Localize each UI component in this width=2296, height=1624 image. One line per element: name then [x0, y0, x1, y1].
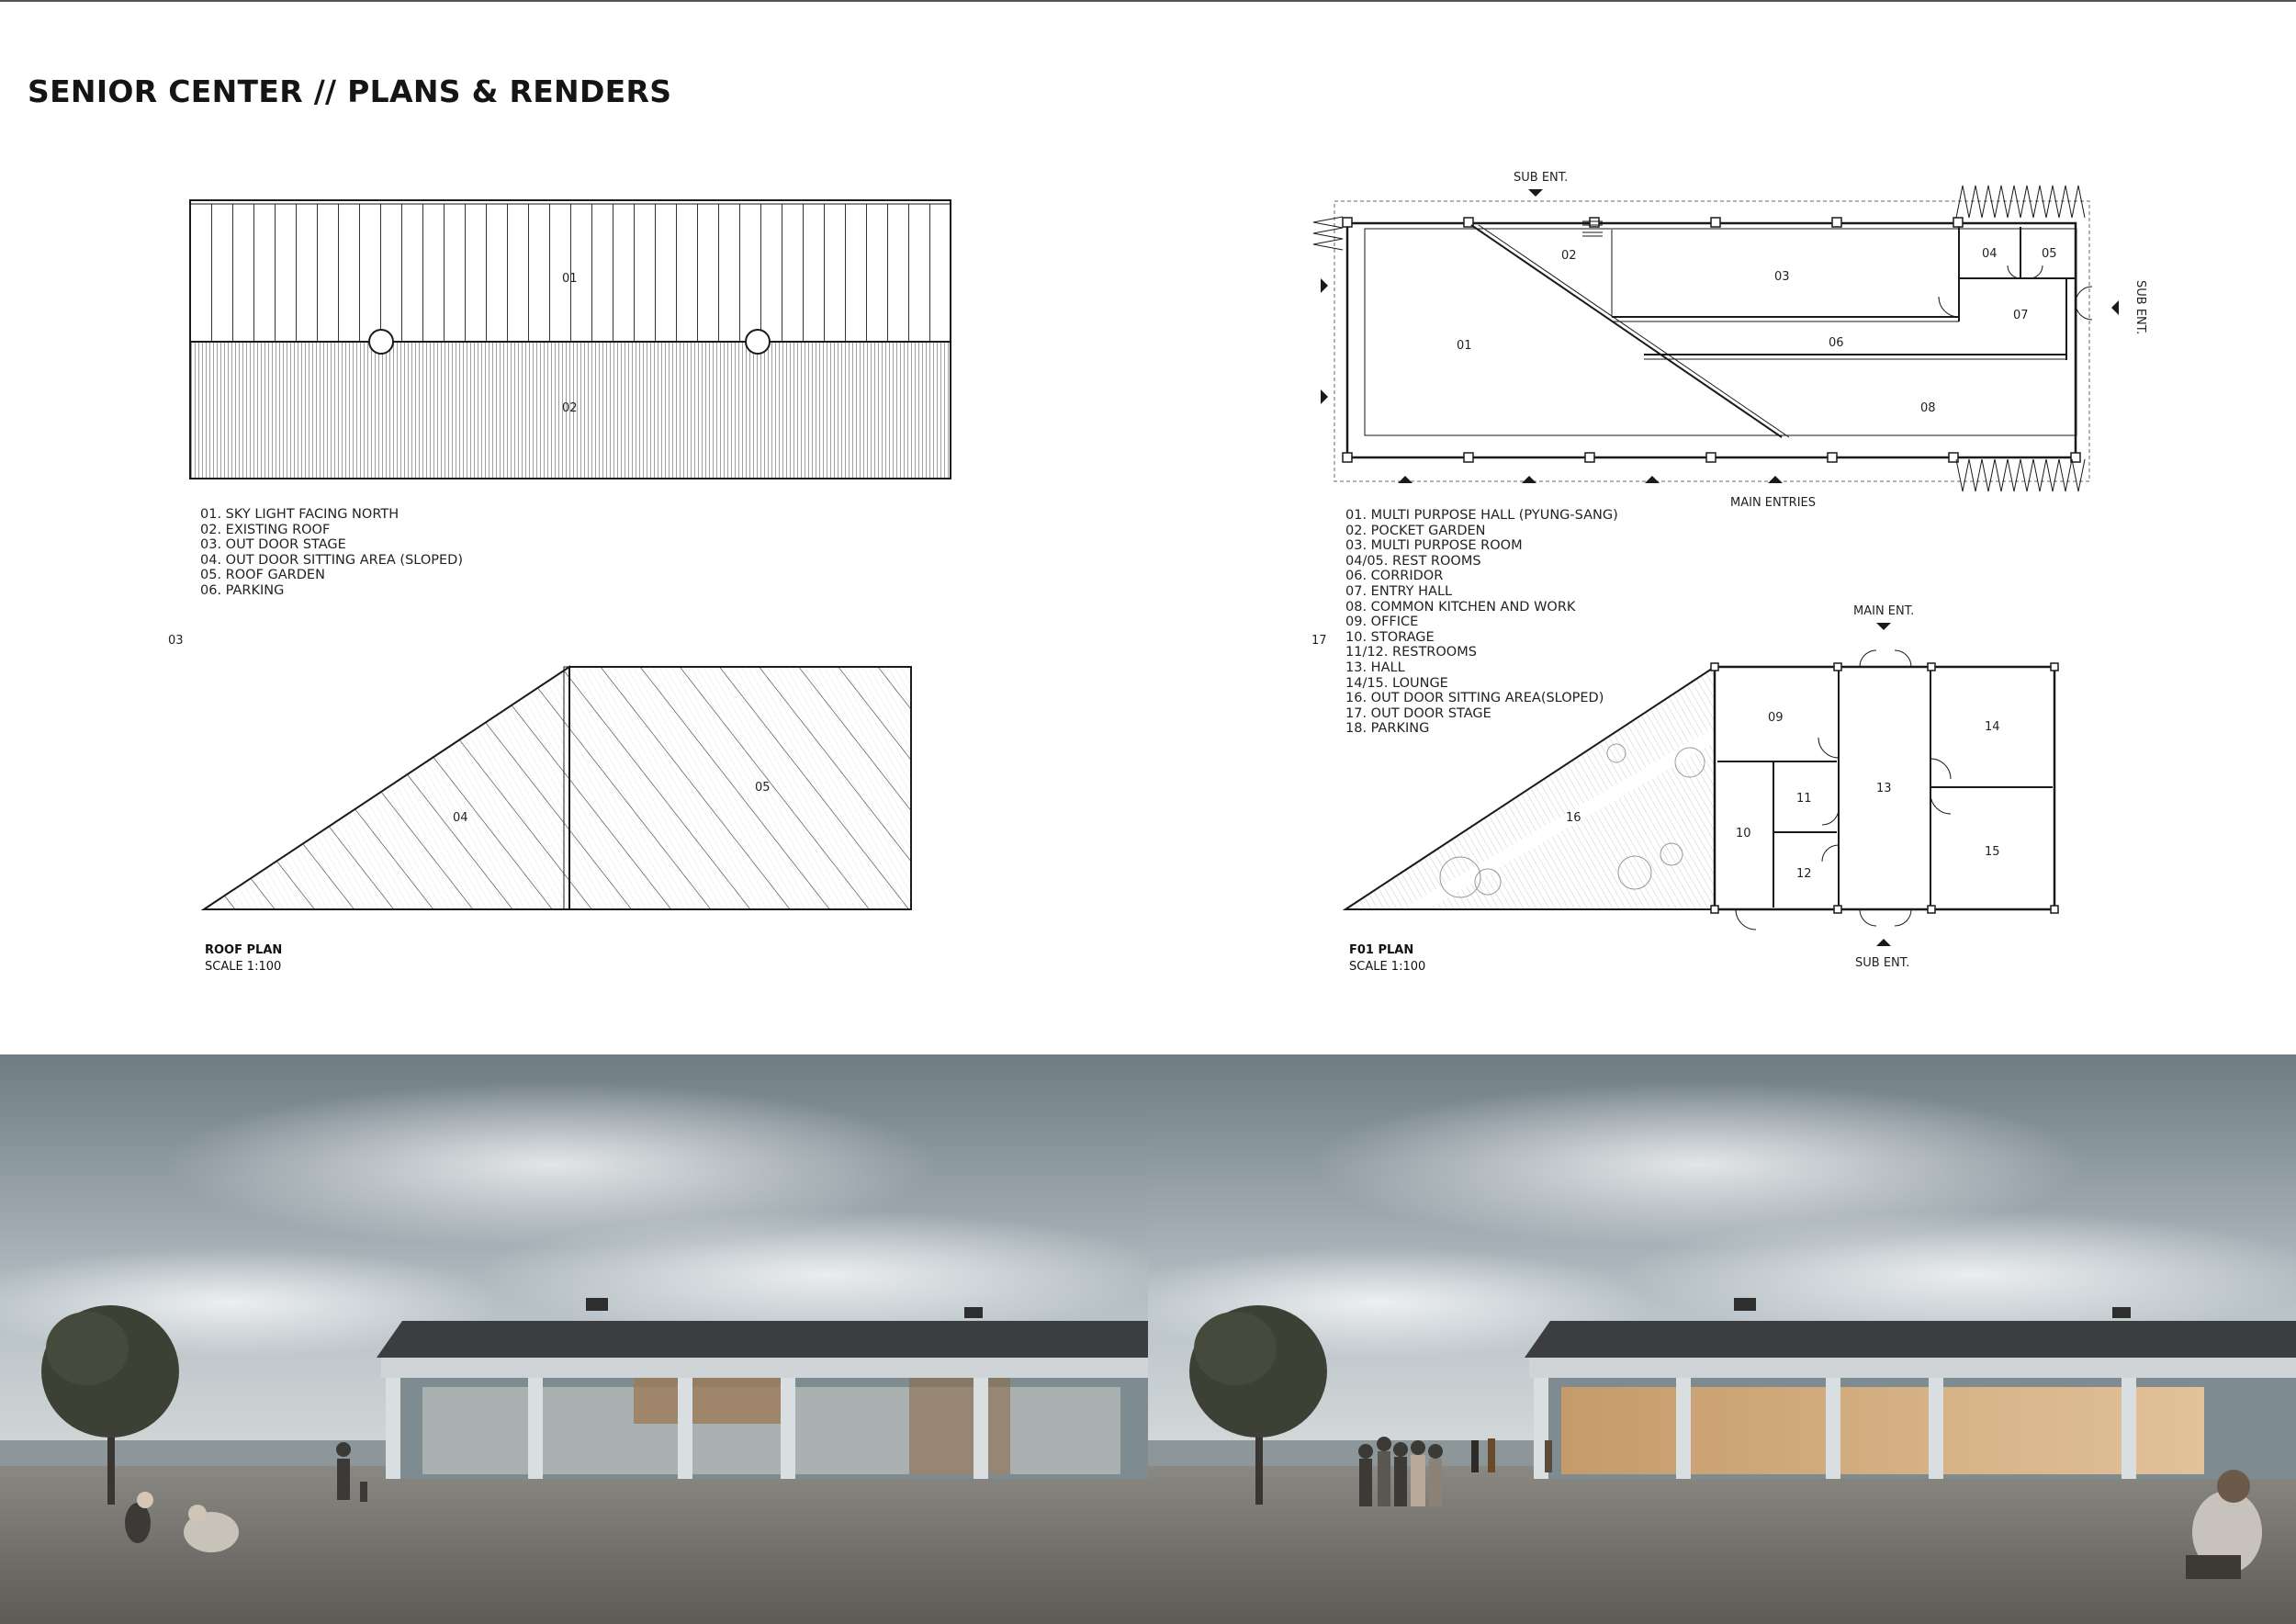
f01-plan-top	[1313, 186, 2092, 491]
caption-scale: SCALE 1:100	[1349, 960, 1426, 974]
roof-label: 01	[562, 272, 578, 286]
main-entries-label: MAIN ENTRIES	[1730, 496, 1817, 510]
f01-plan-caption	[1349, 942, 1425, 976]
room-label: 10	[1736, 827, 1751, 840]
render-left	[0, 1054, 1148, 1624]
room-label: 09	[1768, 711, 1784, 725]
legend-item: 03. OUT DOOR STAGE	[200, 537, 346, 553]
skylight-vent	[746, 330, 770, 354]
roof-plan-bottom	[184, 661, 911, 919]
roof-label: 04	[453, 811, 468, 825]
legend-item: 10. STORAGE	[1345, 629, 1435, 645]
legend-item: 02. EXISTING ROOF	[200, 522, 331, 537]
legend-item: 01. SKY LIGHT FACING NORTH	[200, 507, 400, 522]
legend-item: 08. COMMON KITCHEN AND WORK	[1345, 599, 1576, 615]
caption-title: F01 PLAN	[1349, 943, 1414, 957]
entry-arrow-icon	[1321, 389, 1328, 404]
f01-top-labels	[1457, 247, 2057, 415]
room-label: 16	[1566, 811, 1581, 825]
legend-item: 06. CORRIDOR	[1345, 569, 1444, 584]
render-right	[1148, 1054, 2296, 1624]
room-label: 02	[1561, 249, 1577, 263]
legend-item: 02. POCKET GARDEN	[1345, 523, 1486, 538]
skylight-vent	[369, 330, 393, 354]
room-label: 04	[1982, 247, 1998, 261]
legend-item: 07. ENTRY HALL	[1345, 583, 1453, 599]
roof-label: 02	[562, 401, 578, 415]
caption-title: ROOF PLAN	[205, 943, 283, 957]
room-label: 11	[1796, 792, 1812, 806]
room-label: 01	[1457, 339, 1472, 353]
legend-item: 13. HALL	[1345, 660, 1405, 675]
page-title: SENIOR CENTER // PLANS & RENDERS	[28, 73, 672, 109]
page-marker-right: 17	[1311, 634, 1327, 648]
f01-entries	[1321, 171, 2147, 510]
sub-entry-label: SUB ENT.	[1514, 171, 1569, 185]
room-label: 15	[1985, 845, 2000, 859]
legend-item: 04. OUT DOOR SITTING AREA (SLOPED)	[200, 552, 463, 568]
room-label: 06	[1829, 336, 1844, 350]
legend-item: 11/12. RESTROOMS	[1345, 645, 1477, 660]
roof-plan-caption	[205, 942, 282, 976]
roof-legend	[200, 507, 463, 599]
legend-item: 05. ROOF GARDEN	[200, 568, 325, 583]
room-label: 03	[1774, 270, 1790, 284]
roof-plan-top	[190, 200, 951, 479]
main-ent-label: MAIN ENT.	[1853, 604, 1915, 618]
page-marker-left: 03	[168, 634, 184, 648]
roof-label: 05	[755, 781, 771, 795]
room-label: 05	[2042, 247, 2057, 261]
legend-item: 01. MULTI PURPOSE HALL (PYUNG-SANG)	[1345, 508, 1618, 523]
legend-item: 09. OFFICE	[1345, 615, 1419, 630]
entry-arrow-icon	[2111, 300, 2119, 315]
legend-item: 18. PARKING	[1345, 721, 1430, 737]
legend-item: 06. PARKING	[200, 582, 285, 598]
legend-item: 17. OUT DOOR STAGE	[1345, 705, 1491, 721]
room-label: 12	[1796, 867, 1812, 881]
room-label: 08	[1920, 401, 1936, 415]
legend-item: 14/15. LOUNGE	[1345, 675, 1448, 691]
sub-ent-label: SUB ENT.	[1855, 956, 1910, 970]
legend-item: 03. MULTI PURPOSE ROOM	[1345, 538, 1523, 554]
legend-item: 04/05. REST ROOMS	[1345, 553, 1481, 569]
legend-item: 16. OUT DOOR SITTING AREA(SLOPED)	[1345, 691, 1604, 706]
room-label: 07	[2013, 309, 2029, 322]
room-label: 13	[1876, 782, 1892, 795]
sub-entry-right-label: SUB ENT.	[2133, 280, 2147, 335]
f01-legend	[1345, 508, 1618, 737]
room-label: 14	[1985, 720, 2000, 734]
caption-scale: SCALE 1:100	[205, 960, 282, 974]
entry-arrow-icon	[1321, 278, 1328, 293]
